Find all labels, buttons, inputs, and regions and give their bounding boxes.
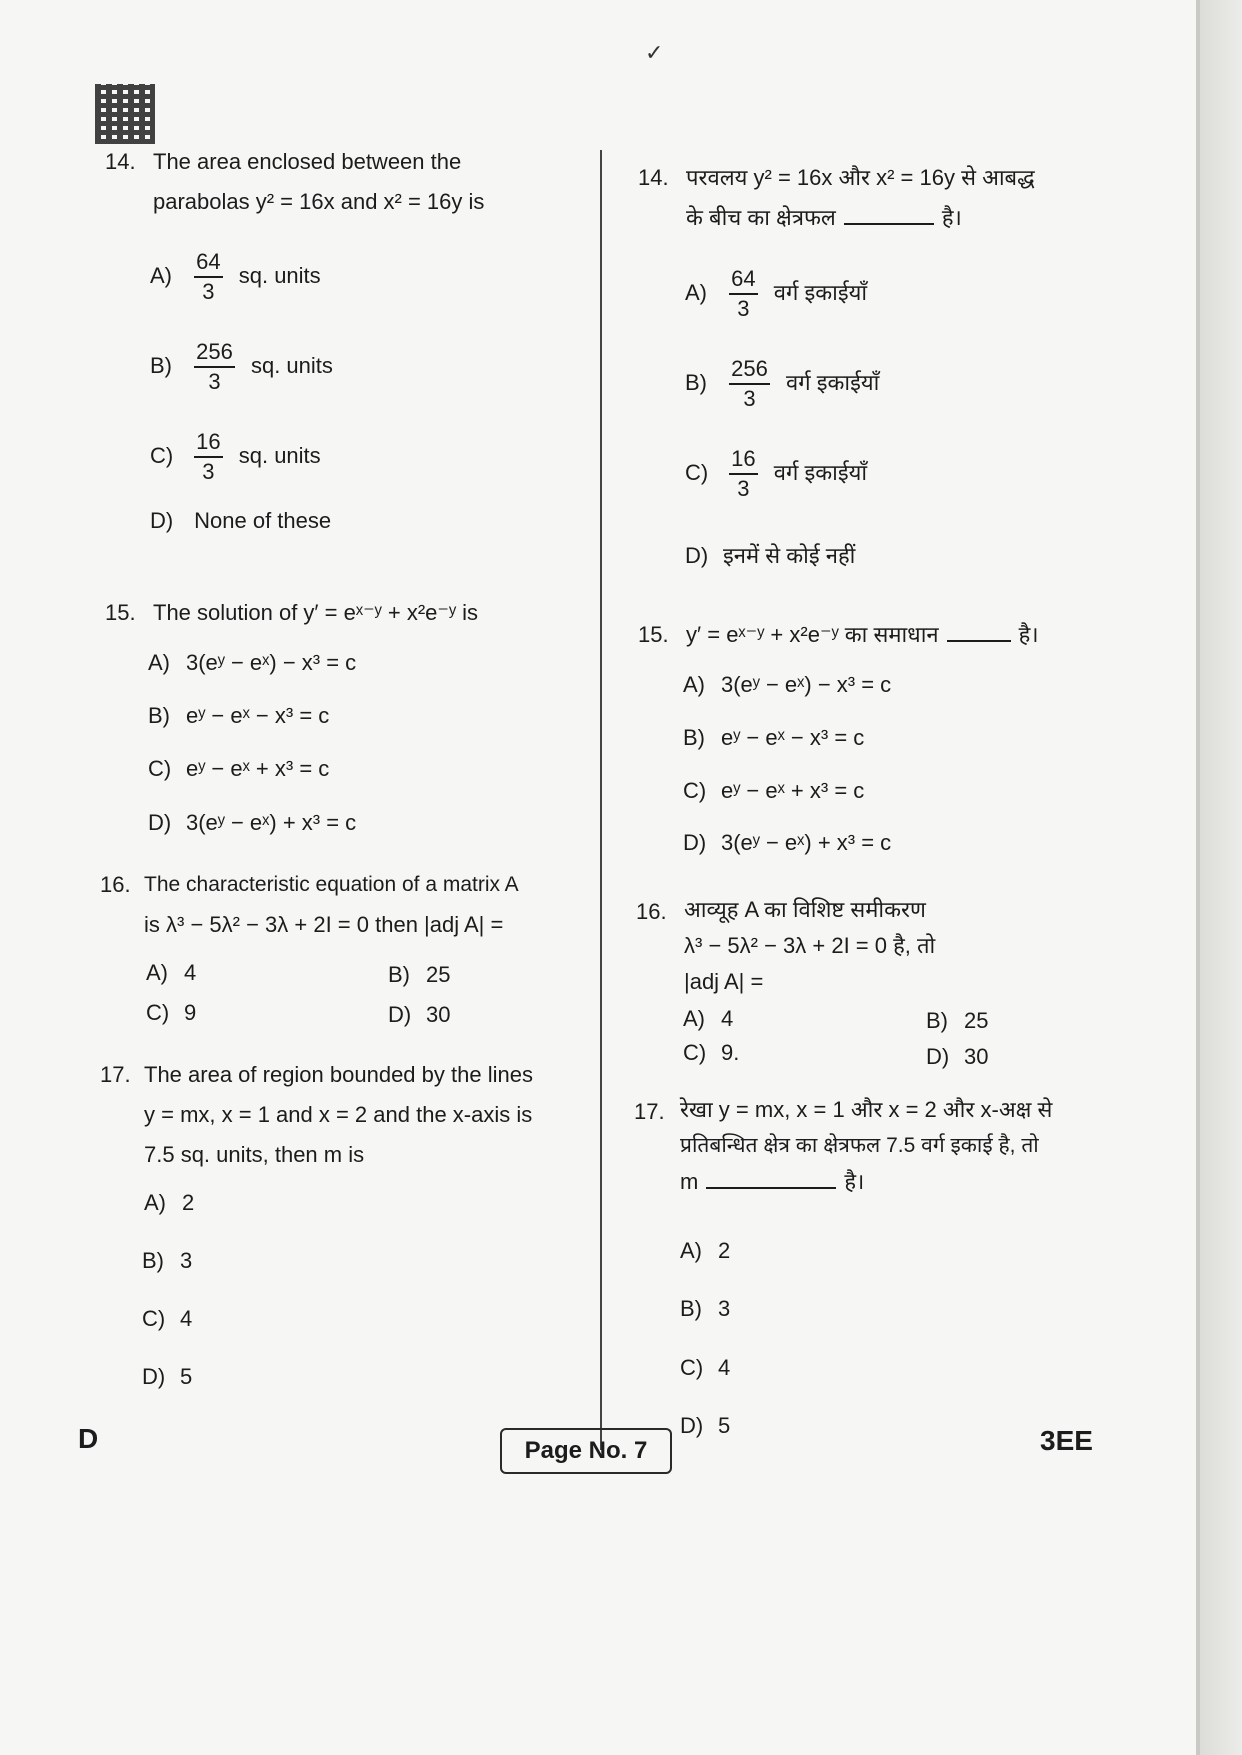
- option-c[interactable]: C) 9.: [683, 1040, 740, 1065]
- answer-blank: [947, 640, 1011, 642]
- option-b[interactable]: B) $\frac{256}{3}$ sq. units: [150, 339, 333, 394]
- question-14-hi: 14. परवलय y² = 16x और x² = 16y से आबद्ध के बीच का क्षेत्रफल है।: [638, 165, 1035, 230]
- question-15-en: 15. The solution of y′ = eˣ⁻ʸ + x²e⁻ʸ is: [105, 600, 479, 625]
- fraction: $\frac{64}{3}$: [731, 266, 756, 321]
- option-d[interactable]: D) 30: [388, 1002, 451, 1027]
- answer-blank: [844, 223, 934, 225]
- qr-code-icon: [95, 84, 155, 144]
- option-a[interactable]: A) $\frac{64}{3}$ sq. units: [150, 249, 321, 304]
- option-c[interactable]: C) eʸ − eˣ + x³ = c: [148, 756, 330, 781]
- option-b[interactable]: B) 3: [680, 1296, 731, 1321]
- option-a[interactable]: A) $\frac{64}{3}$ वर्ग इकाईयाँ: [685, 266, 868, 321]
- question-15-hi: 15. y′ = eˣ⁻ʸ + x²e⁻ʸ का समाधान है।: [638, 622, 1039, 647]
- fraction: $\frac{16}{3}$: [196, 429, 221, 484]
- question-17-hi: 17. रेखा y = mx, x = 1 और x = 2 और x-अक्ष से प्रतिबन्धित क्षेत्र का क्षेत्रफल 7.5 वर्ग इकाई है, तो m है।: [634, 1097, 1053, 1194]
- option-c[interactable]: C) $\frac{16}{3}$ वर्ग इकाईयाँ: [685, 446, 868, 501]
- fraction: $\frac{256}{3}$: [196, 339, 233, 394]
- option-c[interactable]: C) eʸ − eˣ + x³ = c: [683, 778, 865, 803]
- option-a[interactable]: A) 3(eʸ − eˣ) − x³ = c: [148, 650, 357, 675]
- set-letter: D: [78, 1423, 99, 1454]
- option-b[interactable]: B) eʸ − eˣ − x³ = c: [148, 703, 330, 728]
- answer-blank: [706, 1187, 836, 1189]
- option-b[interactable]: B) 3: [142, 1248, 193, 1273]
- option-a[interactable]: A) 2: [680, 1238, 731, 1263]
- option-b[interactable]: B) $\frac{256}{3}$ वर्ग इकाईयाँ: [685, 356, 880, 411]
- paper-code: 3EE: [1040, 1425, 1093, 1456]
- option-c[interactable]: C) $\frac{16}{3}$ sq. units: [150, 429, 321, 484]
- option-c[interactable]: C) 9: [146, 1000, 197, 1025]
- option-d[interactable]: D) 5: [142, 1364, 193, 1389]
- option-a[interactable]: A) 2: [144, 1190, 195, 1215]
- option-b[interactable]: B) 25: [926, 1008, 989, 1033]
- option-c[interactable]: C) 4: [142, 1306, 193, 1331]
- option-a[interactable]: A) 4: [683, 1006, 734, 1031]
- fraction: $\frac{64}{3}$: [196, 249, 221, 304]
- booklet-spine: [1200, 0, 1242, 1755]
- tick-mark: ✓: [645, 40, 664, 65]
- option-d[interactable]: D) इनमें से कोई नहीं: [685, 543, 856, 568]
- option-c[interactable]: C) 4: [680, 1355, 731, 1380]
- option-a[interactable]: A) 4: [146, 960, 197, 985]
- question-text: The area enclosed between the parabolas y² = 16x and x² = 16y is: [153, 149, 485, 214]
- question-14-en: [105, 142, 585, 222]
- column-divider: [600, 150, 602, 1450]
- option-a[interactable]: A) 3(eʸ − eˣ) − x³ = c: [683, 672, 892, 697]
- option-b[interactable]: B) 25: [388, 962, 451, 987]
- option-d[interactable]: D) 3(eʸ − eˣ) + x³ = c: [148, 810, 357, 835]
- option-d[interactable]: D) None of these: [150, 508, 332, 533]
- option-d[interactable]: D) 30: [926, 1044, 989, 1069]
- fraction: $\frac{256}{3}$: [731, 356, 768, 411]
- option-b[interactable]: B) eʸ − eˣ − x³ = c: [683, 725, 865, 750]
- option-d[interactable]: D) 3(eʸ − eˣ) + x³ = c: [683, 830, 892, 855]
- fraction: $\frac{16}{3}$: [731, 446, 756, 501]
- question-16-hi: 16. आव्यूह A का विशिष्ट समीकरण λ³ − 5λ² − 3λ + 2I = 0 है, तो |adj A| =: [636, 897, 936, 994]
- question-number: 14.: [105, 149, 136, 174]
- page-number-box: Page No. 7: [500, 1428, 672, 1474]
- question-16-en: 16. The characteristic equation of a matrix A is λ³ − 5λ² − 3λ + 2I = 0 then |adj A| =: [100, 872, 519, 937]
- question-17-en: 17. The area of region bounded by the lines y = mx, x = 1 and x = 2 and the x-axis is 7.5 sq. units, then m is: [100, 1062, 533, 1167]
- option-d[interactable]: D) 5: [680, 1413, 731, 1438]
